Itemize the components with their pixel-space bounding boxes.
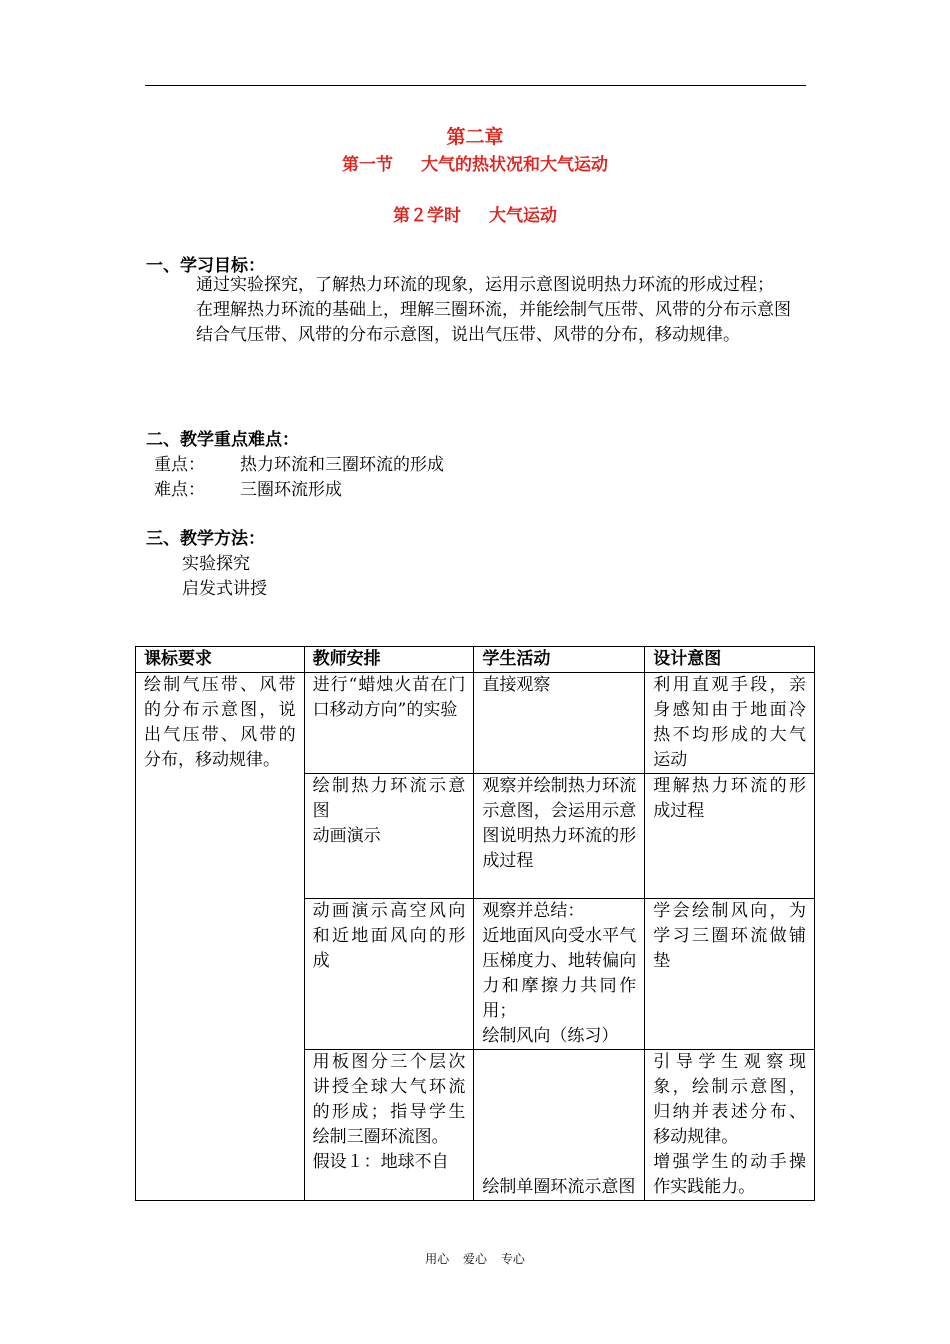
footer-text: 用心 xyxy=(425,1252,450,1266)
goals-heading: 一、学习目标： xyxy=(146,256,265,276)
key-points-heading: 二、教学重点难点： xyxy=(146,430,299,450)
header-rule xyxy=(145,85,806,86)
table-row xyxy=(136,673,815,774)
intent-cell: 利用直观手段，亲身感知由于地面冷热不均形成的大气运动 xyxy=(645,673,815,774)
footer-text: 爱心 xyxy=(462,1252,487,1266)
student-line: 观察并总结： xyxy=(482,901,585,921)
teacher-line: 绘制热力环流示意图 xyxy=(312,776,466,821)
goal-item: 结合气压带、风带的分布示意图，说出气压带、风带的分布，移动规律。 xyxy=(196,325,740,345)
section-name: 大气的热状况和大气运动 xyxy=(421,155,608,175)
section-number: 第一节 xyxy=(342,155,393,175)
focus-label: 重点： xyxy=(154,455,205,475)
teacher-cell: 动画演示高空风向和近地面风向的形成 xyxy=(304,899,474,1050)
table-header-row xyxy=(136,647,815,673)
method-item: 实验探究 xyxy=(182,554,250,574)
lesson-plan-table xyxy=(135,646,815,1201)
focus-value: 热力环流和三圈环流的形成 xyxy=(240,455,444,475)
difficulty-label: 难点： xyxy=(154,480,205,500)
intent-cell: 学会绘制风向，为学习三圈环流做铺垫 xyxy=(645,899,815,1050)
goal-item: 在理解热力环流的基础上，理解三圈环流，并能绘制气压带、风带的分布示意图 xyxy=(196,300,791,320)
difficulty-row xyxy=(154,475,342,500)
header-intent: 设计意图 xyxy=(645,647,815,673)
teacher-line: 动画演示 xyxy=(312,826,381,846)
intent-line: 增强学生的动手操作实践能力。 xyxy=(653,1152,806,1197)
focus-row xyxy=(154,450,444,475)
section-title xyxy=(0,150,950,175)
intent-cell: 理解热力环流的形成过程 xyxy=(645,774,815,899)
standard-cell: 绘制气压带、风带的分布示意图，说出气压带、风带的分布，移动规律。 xyxy=(136,673,305,1201)
teacher-line: 用板图分三个层次讲授全球大气环流的形成；指导学生绘制三圈环流图。 xyxy=(312,1052,466,1147)
difficulty-value: 三圈环流形成 xyxy=(240,480,342,500)
lesson-title xyxy=(0,201,950,226)
lesson-name: 大气运动 xyxy=(489,206,557,226)
student-cell: 绘制单圈环流示意图 xyxy=(474,1050,645,1201)
footer-text: 专心 xyxy=(500,1252,525,1266)
student-cell: 观察并绘制热力环流示意图，会运用示意图说明热力环流的形成过程 xyxy=(474,774,645,899)
goals-list xyxy=(196,273,808,348)
student-line: 近地面风向受水平气压梯度力、地转偏向力和摩擦力共同作用； xyxy=(482,926,637,1021)
teacher-line: 假设１：地球不自 xyxy=(312,1152,449,1172)
student-cell: 直接观察 xyxy=(474,673,645,774)
lesson-number: 第２学时 xyxy=(393,206,461,226)
intent-cell xyxy=(645,1050,815,1201)
method-item: 启发式讲授 xyxy=(182,579,267,599)
student-line: 绘制风向（练习） xyxy=(482,1026,619,1046)
teacher-cell xyxy=(304,774,474,899)
page-footer xyxy=(0,1250,950,1267)
student-cell xyxy=(474,899,645,1050)
chapter-title: 第二章 xyxy=(446,126,504,148)
intent-line: 引导学生观察现象，绘制示意图，归纳并表述分布、移动规律。 xyxy=(653,1052,806,1147)
header-standard: 课标要求 xyxy=(136,647,305,673)
teacher-cell: 进行“蜡烛火苗在门口移动方向”的实验 xyxy=(304,673,474,774)
goal-item: 通过实验探究，了解热力环流的现象，运用示意图说明热力环流的形成过程； xyxy=(196,275,774,295)
header-teacher: 教师安排 xyxy=(304,647,474,673)
teacher-cell xyxy=(304,1050,474,1201)
header-student: 学生活动 xyxy=(474,647,645,673)
methods-heading: 三、教学方法： xyxy=(146,529,265,549)
